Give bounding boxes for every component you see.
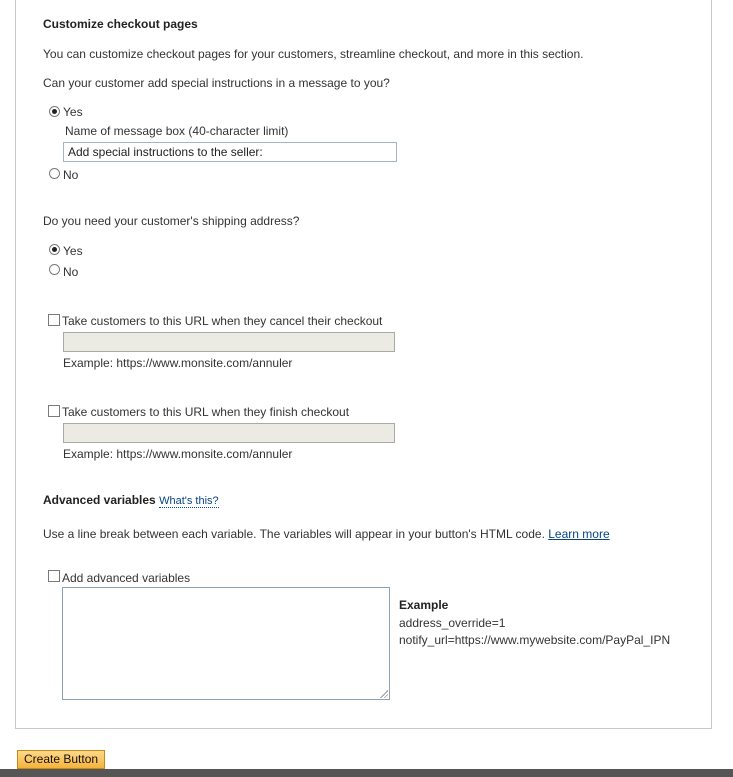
instructions-yes-label[interactable]: Yes	[63, 105, 83, 119]
cancel-url-label[interactable]: Take customers to this URL when they cancel their checkout	[62, 314, 383, 328]
finish-url-label[interactable]: Take customers to this URL when they finish checkout	[62, 405, 350, 419]
message-box-name-label: Name of message box (40-character limit)	[65, 124, 289, 138]
instructions-question: Can your customer add special instructions in a message to you?	[43, 76, 390, 90]
finish-url-input[interactable]	[63, 423, 395, 443]
shipping-yes-radio[interactable]	[49, 244, 60, 255]
whats-this-link[interactable]: What's this?	[159, 495, 219, 507]
instructions-yes-radio[interactable]	[49, 106, 60, 117]
finish-url-checkbox[interactable]	[48, 405, 60, 417]
example-line-1: address_override=1	[399, 616, 506, 630]
advanced-variables-title: Advanced variables	[43, 493, 156, 507]
window-bottom-edge	[0, 769, 733, 777]
shipping-no-radio[interactable]	[49, 264, 60, 275]
section-title: Customize checkout pages	[43, 17, 198, 31]
message-box-name-input[interactable]	[63, 142, 397, 162]
advanced-variables-checkbox[interactable]	[48, 570, 60, 582]
example-line-2: notify_url=https://www.mywebsite.com/PayPal_IPN	[399, 633, 671, 647]
advanced-variables-label[interactable]: Add advanced variables	[62, 571, 191, 585]
shipping-yes-label[interactable]: Yes	[63, 244, 83, 258]
shipping-question: Do you need your customer's shipping address?	[43, 214, 300, 228]
advanced-description: Use a line break between each variable. The variables will appear in your button's HTML code.	[43, 527, 545, 541]
finish-url-example: Example: https://www.monsite.com/annuler	[63, 447, 293, 461]
instructions-no-radio[interactable]	[49, 168, 60, 179]
learn-more-link[interactable]: Learn more	[548, 527, 610, 541]
cancel-url-checkbox[interactable]	[48, 314, 60, 326]
instructions-no-label[interactable]: No	[63, 168, 79, 182]
advanced-variables-textarea[interactable]	[62, 587, 390, 700]
cancel-url-input[interactable]	[63, 332, 395, 352]
section-intro: You can customize checkout pages for your customers, streamline checkout, and more in this section.	[43, 47, 584, 61]
cancel-url-example: Example: https://www.monsite.com/annuler	[63, 356, 293, 370]
shipping-no-label[interactable]: No	[63, 265, 79, 279]
resize-grip-icon[interactable]	[380, 690, 388, 698]
example-title: Example	[399, 598, 449, 612]
create-button[interactable]: Create Button	[17, 750, 105, 769]
